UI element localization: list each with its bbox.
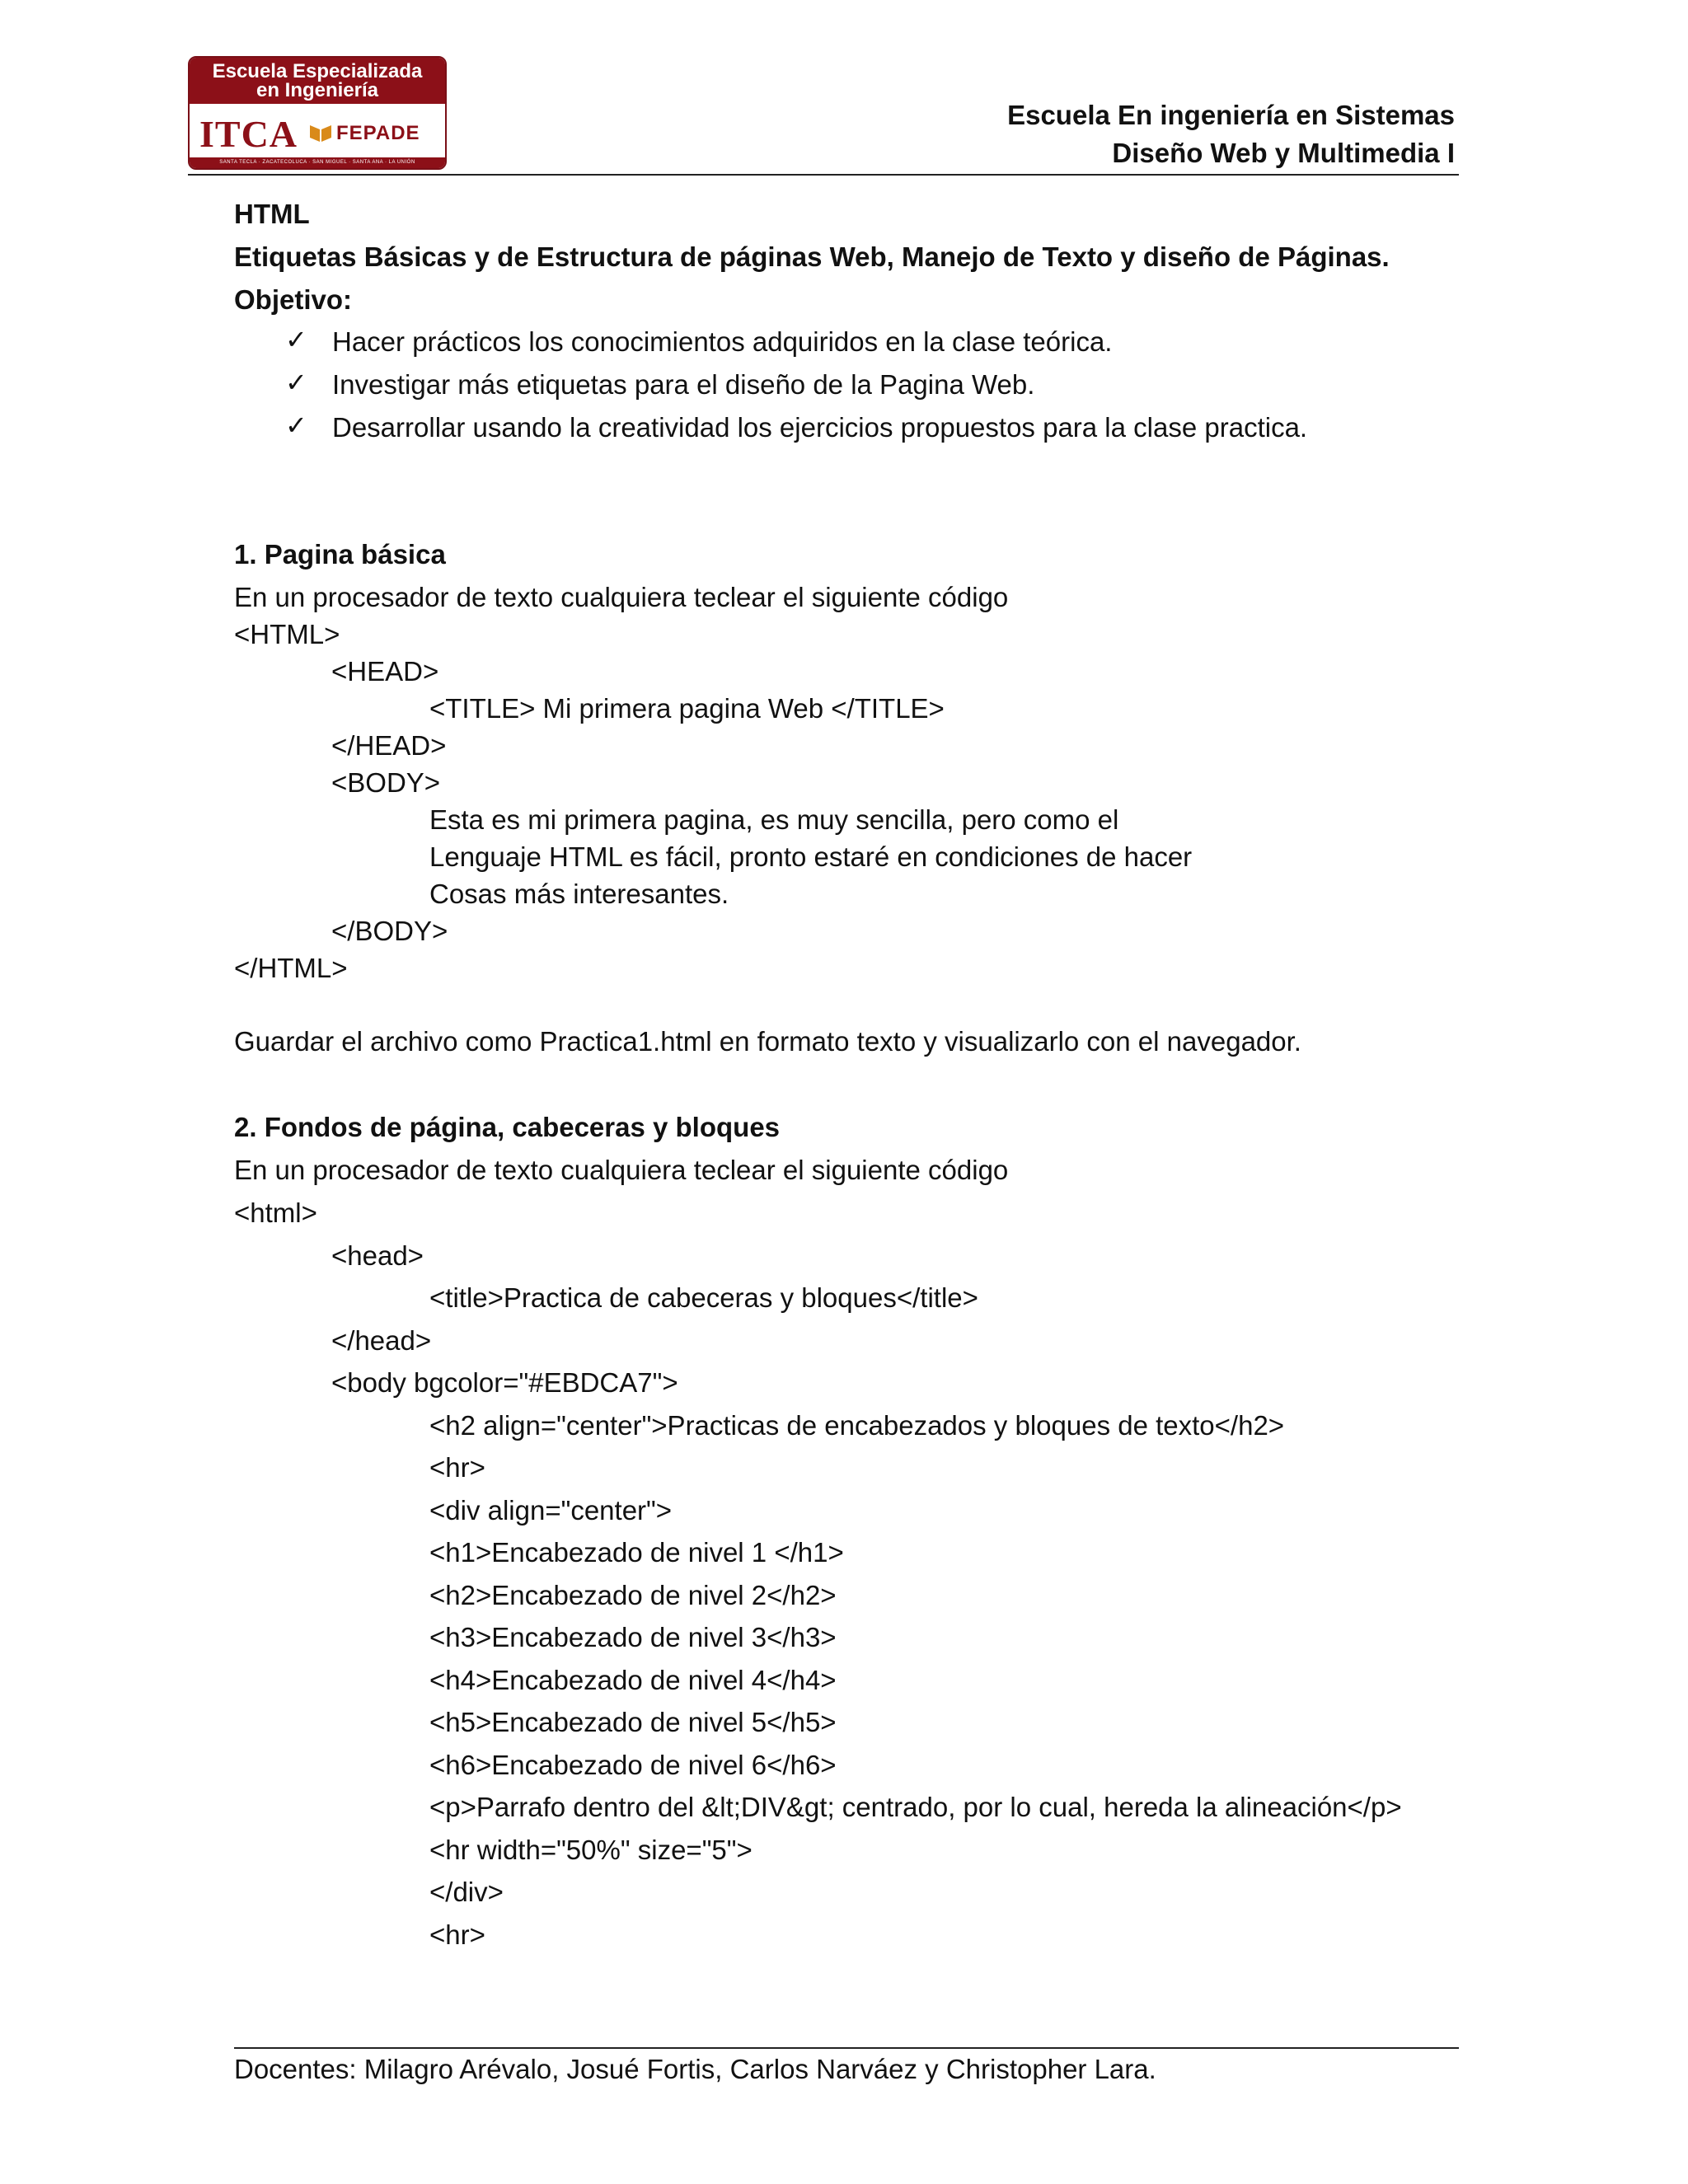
code-line: Cosas más interesantes. xyxy=(429,879,729,909)
section2-heading: 2. Fondos de página, cabeceras y bloques xyxy=(234,1112,781,1142)
code-line: <BODY> xyxy=(331,767,441,798)
logo-campuses: SANTA TECLA · ZACATECOLUCA · SAN MIGUEL · SANTA ANA · LA UNIÓN xyxy=(219,160,415,165)
header-course: Diseño Web y Multimedia I xyxy=(1112,138,1455,168)
logo-fepade: FEPADE xyxy=(336,122,420,144)
doc-subtitle: Etiquetas Básicas y de Estructura de páginas Web, Manejo de Texto y diseño de Páginas. xyxy=(234,241,1390,272)
itca-fepade-logo xyxy=(188,56,447,170)
code-line: <h1>Encabezado de nivel 1 </h1> xyxy=(429,1537,844,1568)
code-line: </HEAD> xyxy=(331,730,447,761)
objective-item: Desarrollar usando la creatividad los ejercicios propuestos para la clase practica. xyxy=(332,412,1308,443)
code-line: <p>Parrafo dentro del &lt;DIV&gt; centrado, por lo cual, hereda la alineación</p> xyxy=(429,1792,1402,1822)
code-line: <head> xyxy=(331,1240,424,1271)
code-line: <html> xyxy=(234,1197,317,1228)
code-line: </div> xyxy=(429,1877,504,1907)
checkmark-icon: ✓ xyxy=(285,368,307,397)
code-line: <hr> xyxy=(429,1919,485,1950)
code-line: <h4>Encabezado de nivel 4</h4> xyxy=(429,1665,837,1695)
logo-line2: en Ingeniería xyxy=(256,79,379,101)
logo-campus-strip xyxy=(190,157,445,168)
code-line: Esta es mi primera pagina, es muy sencilla, pero como el xyxy=(429,804,1119,835)
logo-banner xyxy=(190,58,445,104)
code-line: <h2 align="center">Practicas de encabezados y bloques de texto</h2> xyxy=(429,1410,1285,1441)
code-line: <body bgcolor="#EBDCA7"> xyxy=(331,1367,678,1398)
checkmark-icon: ✓ xyxy=(285,410,307,440)
code-line: <hr width="50%" size="5"> xyxy=(429,1835,753,1865)
header-school: Escuela En ingeniería en Sistemas xyxy=(1007,100,1455,130)
code-line: <hr> xyxy=(429,1452,485,1483)
code-line: </HTML> xyxy=(234,953,348,983)
checkmark-icon: ✓ xyxy=(285,325,307,354)
logo-line1: Escuela Especializada xyxy=(212,60,423,82)
code-line: <HTML> xyxy=(234,619,340,649)
section1-note: Guardar el archivo como Practica1.html en formato texto y visualizarlo con el navegador. xyxy=(234,1026,1301,1057)
code-line: <TITLE> Mi primera pagina Web </TITLE> xyxy=(429,693,945,724)
logo-itca: ITCA xyxy=(199,113,298,155)
footer-teachers: Docentes: Milagro Arévalo, Josué Fortis, Carlos Narváez y Christopher Lara. xyxy=(234,2054,1156,2084)
code-line: <title>Practica de cabeceras y bloques</title> xyxy=(429,1282,978,1313)
section1-instruction: En un procesador de texto cualquiera teclear el siguiente código xyxy=(234,582,1009,612)
objective-item: Investigar más etiquetas para el diseño de la Pagina Web. xyxy=(332,369,1035,400)
code-line: <h6>Encabezado de nivel 6</h6> xyxy=(429,1750,837,1780)
code-line: Lenguaje HTML es fácil, pronto estaré en condiciones de hacer xyxy=(429,841,1193,872)
code-line: <h3>Encabezado de nivel 3</h3> xyxy=(429,1622,837,1652)
code-line: <h5>Encabezado de nivel 5</h5> xyxy=(429,1707,837,1737)
objective-label: Objetivo: xyxy=(234,284,353,315)
fepade-book-icon xyxy=(308,122,333,143)
section2-instruction: En un procesador de texto cualquiera teclear el siguiente código xyxy=(234,1155,1009,1185)
code-line: <HEAD> xyxy=(331,656,439,687)
code-line: </head> xyxy=(331,1325,432,1356)
code-line: </BODY> xyxy=(331,916,448,946)
objective-item: Hacer prácticos los conocimientos adquiridos en la clase teórica. xyxy=(332,326,1113,357)
doc-title: HTML xyxy=(234,199,310,229)
header-rule xyxy=(188,174,1459,176)
code-line: <div align="center"> xyxy=(429,1495,673,1526)
code-line: <h2>Encabezado de nivel 2</h2> xyxy=(429,1580,837,1610)
section1-heading: 1. Pagina básica xyxy=(234,539,446,569)
